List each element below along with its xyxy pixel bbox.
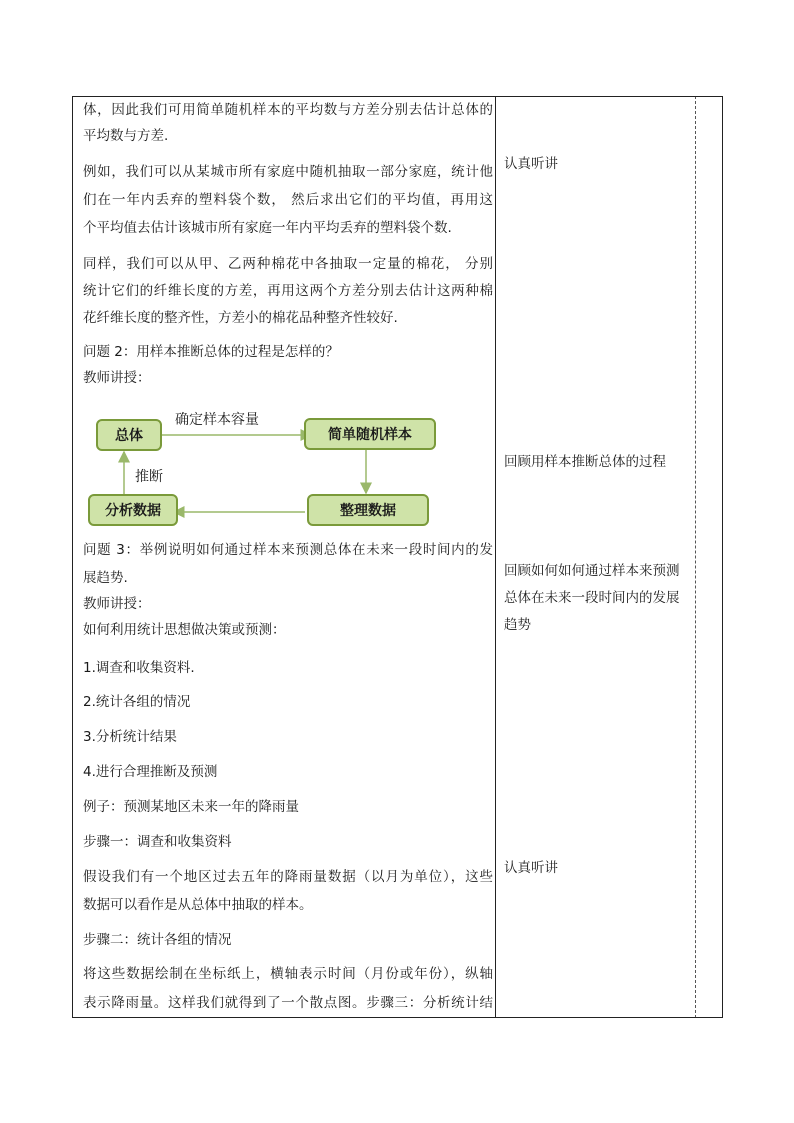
example-title: 例子：预测某地区未来一年的降雨量 bbox=[83, 799, 299, 815]
step-item: 3.分析统计结果 bbox=[83, 729, 177, 745]
question-3: 问题 3：举例说明如何通过样本来预测总体在未来一段时间内的发 bbox=[83, 542, 493, 558]
paragraph-line: 个平均值去估计该城市所有家庭一年内平均丢弃的塑料袋个数. bbox=[83, 220, 452, 236]
label-infer: 推断 bbox=[135, 469, 163, 485]
student-activity: 认真听讲 bbox=[504, 860, 558, 876]
paragraph-line: 表示降雨量。这样我们就得到了一个散点图。步骤三：分析统计结 bbox=[83, 995, 493, 1011]
dashed-column-divider bbox=[695, 96, 696, 1018]
column-divider bbox=[495, 96, 496, 1018]
student-activity: 回顾用样本推断总体的过程 bbox=[504, 454, 666, 470]
paragraph-line: 们在一年内丢弃的塑料袋个数， 然后求出它们的平均值，再用这 bbox=[83, 192, 493, 208]
step-one: 步骤一：调查和收集资料 bbox=[83, 834, 232, 850]
student-activity: 总体在未来一段时间内的发展 bbox=[504, 590, 680, 606]
student-activity: 趋势 bbox=[504, 617, 531, 633]
question-3-cont: 展趋势. bbox=[83, 570, 128, 586]
student-activity: 认真听讲 bbox=[504, 156, 558, 172]
teacher-label: 教师讲授： bbox=[83, 370, 151, 386]
table-bottom-border bbox=[72, 1017, 723, 1018]
how-to-predict: 如何利用统计思想做决策或预测： bbox=[83, 622, 286, 638]
flow-box-total: 总体 bbox=[96, 419, 162, 451]
paragraph-line: 将这些数据绘制在坐标纸上，横轴表示时间（月份或年份），纵轴 bbox=[83, 966, 493, 982]
flow-box-organize-data: 整理数据 bbox=[307, 494, 429, 526]
paragraph-line: 假设我们有一个地区过去五年的降雨量数据（以月为单位），这些 bbox=[83, 869, 493, 885]
paragraph-line: 统计它们的纤维长度的方差，再用这两个方差分别去估计这两种棉 bbox=[83, 283, 493, 299]
step-two: 步骤二：统计各组的情况 bbox=[83, 932, 232, 948]
table-left-border bbox=[72, 96, 73, 1018]
paragraph-line: 同样，我们可以从甲、乙两种棉花中各抽取一定量的棉花， 分别 bbox=[83, 256, 493, 272]
flow-box-analyze-data: 分析数据 bbox=[88, 494, 178, 526]
paragraph-line: 例如，我们可以从某城市所有家庭中随机抽取一部分家庭，统计他 bbox=[83, 164, 493, 180]
paragraph-line: 数据可以看作是从总体中抽取的样本。 bbox=[83, 897, 313, 913]
step-item: 1.调查和收集资料. bbox=[83, 660, 195, 676]
lesson-table bbox=[72, 96, 723, 1018]
table-right-border bbox=[722, 96, 723, 1018]
question-2: 问题 2：用样本推断总体的过程是怎样的？ bbox=[83, 344, 339, 360]
flow-box-simple-random-sample: 简单随机样本 bbox=[304, 418, 436, 450]
teacher-label: 教师讲授： bbox=[83, 596, 151, 612]
label-determine-sample-size: 确定样本容量 bbox=[175, 412, 259, 428]
paragraph-line: 体，因此我们可用简单随机样本的平均数与方差分别去估计总体的 bbox=[83, 102, 493, 118]
step-item: 4.进行合理推断及预测 bbox=[83, 764, 218, 780]
paragraph-line: 花纤维长度的整齐性，方差小的棉花品种整齐性较好. bbox=[83, 310, 398, 326]
student-activity: 回顾如何如何通过样本来预测 bbox=[504, 563, 680, 579]
step-item: 2.统计各组的情况 bbox=[83, 694, 191, 710]
paragraph-line: 平均数与方差. bbox=[83, 128, 169, 144]
